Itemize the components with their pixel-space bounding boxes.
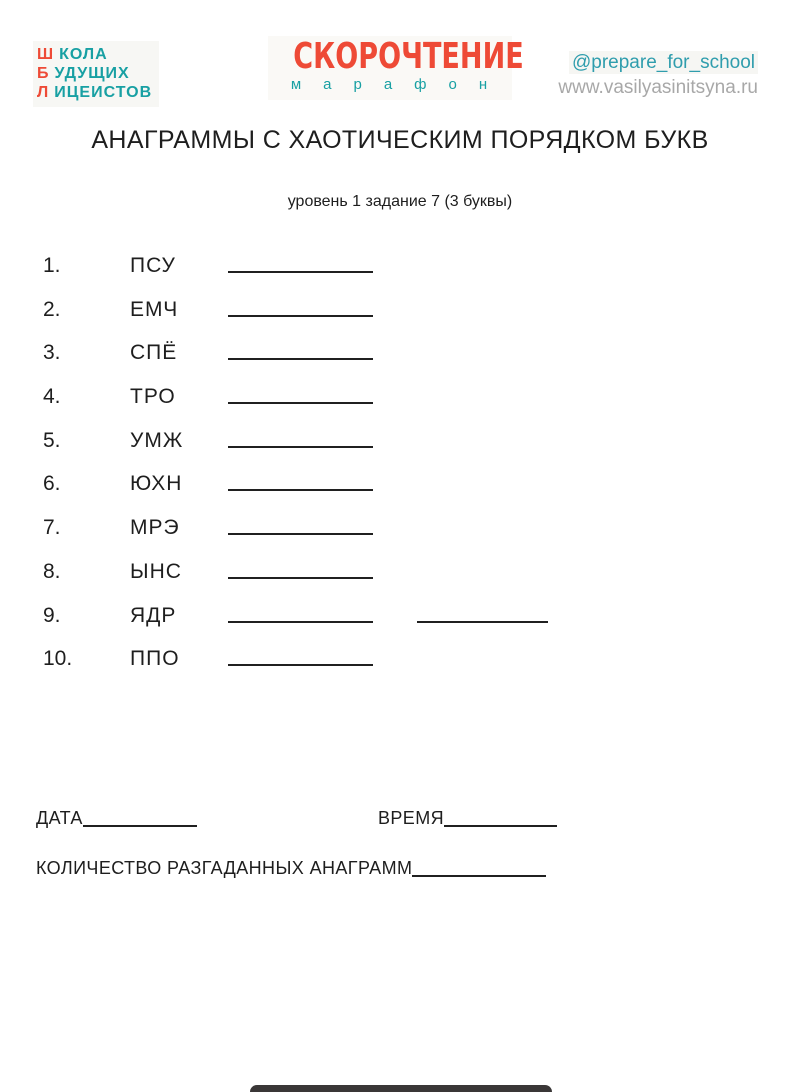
answer-blank	[228, 468, 373, 491]
anagram-letters: ЫНС	[130, 559, 182, 583]
time-blank	[444, 825, 557, 827]
date-field	[36, 808, 197, 829]
logo-line	[37, 45, 152, 64]
item-number: 7.	[43, 516, 61, 540]
solved-count-blank	[412, 875, 546, 877]
logo-initial: Л	[37, 84, 50, 101]
brand-block	[268, 34, 524, 100]
anagram-letters: УМЖ	[130, 428, 184, 452]
anagram-list	[0, 250, 800, 687]
answer-blank	[228, 643, 373, 666]
anagram-letters: ЯДР	[130, 603, 177, 627]
time-field	[378, 808, 557, 829]
item-number: 6.	[43, 472, 61, 496]
item-number: 3.	[43, 341, 61, 365]
anagram-row	[0, 337, 800, 381]
logo-line	[37, 64, 152, 83]
instagram-handle: @prepare_for_school	[569, 51, 758, 74]
answer-blank-extra	[417, 600, 548, 623]
anagram-letters: ПСУ	[130, 254, 176, 277]
anagram-row	[0, 250, 800, 294]
answer-blank	[228, 512, 373, 535]
logo-rest: УДУЩИХ	[54, 65, 130, 82]
anagram-letters: ЕМЧ	[130, 297, 179, 321]
item-number: 4.	[43, 385, 61, 409]
item-number: 8.	[43, 559, 61, 583]
anagram-row	[0, 294, 800, 338]
item-number: 10.	[43, 647, 73, 671]
anagram-row	[0, 468, 800, 512]
answer-blank	[228, 381, 373, 404]
school-logo	[33, 41, 159, 107]
anagram-letters: ТРО	[130, 385, 176, 409]
solved-count-field	[36, 858, 546, 879]
anagram-row	[0, 600, 800, 644]
anagram-letters: ЮХН	[130, 472, 183, 496]
answer-blank	[228, 337, 373, 360]
anagram-letters: МРЭ	[130, 516, 180, 540]
answer-blank	[228, 294, 373, 317]
page-subtitle: уровень 1 задание 7 (3 буквы)	[287, 193, 513, 210]
answer-blank	[228, 425, 373, 448]
anagram-row	[0, 556, 800, 600]
answer-blank	[228, 600, 373, 623]
anagram-row	[0, 512, 800, 556]
item-number: 1.	[43, 254, 61, 277]
answer-blank	[228, 250, 373, 273]
bottom-toolbar-edge[interactable]	[250, 1085, 552, 1092]
anagram-row	[0, 381, 800, 425]
logo-line	[37, 83, 152, 102]
solved-count-label: КОЛИЧЕСТВО РАЗГАДАННЫХ АНАГРАММ	[36, 858, 413, 878]
logo-rest: КОЛА	[59, 46, 108, 63]
anagram-letters: ППО	[130, 647, 180, 671]
logo-initial: Ш	[37, 46, 55, 63]
anagram-row	[0, 643, 800, 687]
logo-rest: ИЦЕИСТОВ	[54, 84, 153, 101]
page-title: АНАГРАММЫ С ХАОТИЧЕСКИМ ПОРЯДКОМ БУКВ	[91, 126, 709, 154]
anagram-letters: СПЁ	[130, 341, 178, 365]
answer-blank	[228, 556, 373, 579]
item-number: 5.	[43, 428, 61, 452]
brand-title: СКОРОЧТЕНИЕ	[293, 34, 524, 77]
contacts-block	[558, 51, 758, 100]
date-blank	[83, 825, 197, 827]
logo-initial: Б	[37, 65, 50, 82]
time-label: ВРЕМЯ	[378, 808, 445, 828]
item-number: 9.	[43, 603, 61, 627]
date-label: ДАТА	[36, 808, 83, 828]
brand-subtitle: марафон	[290, 76, 510, 93]
item-number: 2.	[43, 297, 61, 321]
anagram-row	[0, 425, 800, 469]
website-url: www.vasilyasinitsyna.ru	[558, 77, 758, 98]
